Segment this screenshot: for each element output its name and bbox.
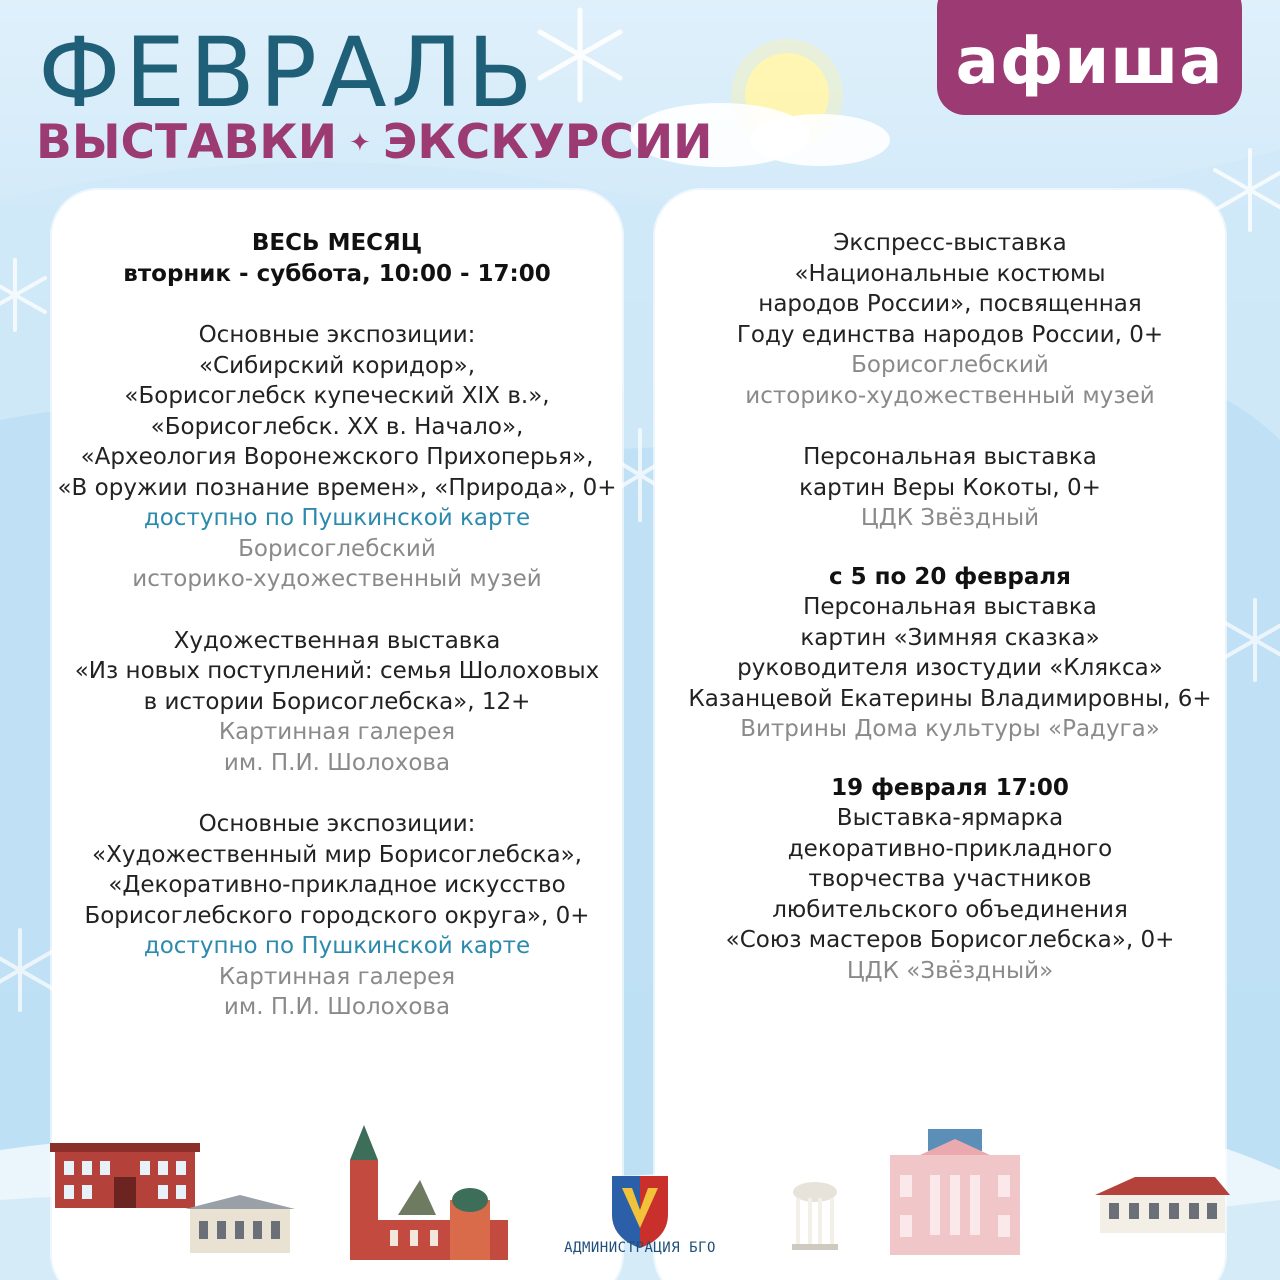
event-line: Основные экспозиции: — [198, 811, 476, 837]
event-venue: Картинная галерея — [218, 963, 456, 990]
event-venue: им. П.И. Шолохова — [223, 994, 451, 1020]
event-line: Основные экспозиции: — [198, 322, 476, 348]
event-venue: историко-художественный музей — [745, 382, 1155, 409]
afisha-badge — [937, 0, 1242, 115]
event-line: «В оружии познание времен», «Природа», 0+ — [57, 474, 617, 501]
event-venue: Борисоглебский — [851, 352, 1049, 378]
event-date: с 5 по 20 февраля — [829, 563, 1071, 590]
event-main-expositions — [27, 320, 647, 595]
pushkin-card-note: доступно по Пушкинской карте — [143, 505, 531, 531]
event-line: «Сибирский коридор», — [198, 352, 476, 379]
building-illustration — [50, 1135, 200, 1210]
event-line: «Союз мастеров Борисоглебска», 0+ — [725, 927, 1175, 953]
event-line: Экспресс-выставка — [833, 230, 1067, 256]
coat-of-arms-icon — [600, 1170, 680, 1250]
right-column — [640, 228, 1260, 986]
event-fair — [640, 773, 1260, 987]
event-kokota — [640, 442, 1260, 534]
afisha-badge-label: афиша — [955, 25, 1224, 99]
subtitle-exhibitions: ВЫСТАВКИ — [36, 115, 338, 170]
period-hours: вторник - суббота, 10:00 - 17:00 — [123, 260, 551, 287]
event-line: «Декоративно-прикладное искусство — [108, 872, 566, 898]
house-illustration — [1095, 1175, 1230, 1235]
event-line: любительского объединения — [772, 896, 1128, 923]
event-date: 19 февраля 17:00 — [831, 774, 1069, 801]
pushkin-card-note: доступно по Пушкинской карте — [143, 933, 531, 959]
event-line: Борисоглебского городского округа», 0+ — [84, 902, 590, 929]
event-line: декоративно-прикладного — [787, 835, 1113, 862]
event-venue: Картинная галерея — [218, 719, 456, 745]
administration-label: АДМИНИСТРАЦИЯ БГО — [564, 1240, 716, 1256]
page-title: ФЕВРАЛЬ — [38, 17, 537, 129]
event-line: «Художественный мир Борисоглебска», — [92, 841, 582, 868]
event-line: руководителя изостудии «Клякса» — [737, 655, 1163, 681]
sparkle-icon: ✦ — [349, 128, 371, 158]
event-line: Художественная выставка — [173, 627, 501, 654]
event-line: картин «Зимняя сказка» — [800, 624, 1100, 651]
subtitle-excursions: ЭКСКУРСИИ — [382, 115, 713, 170]
event-winter-tale — [640, 562, 1260, 745]
event-venue: им. П.И. Шолохова — [223, 749, 451, 776]
event-gallery-expositions — [27, 809, 647, 1023]
event-line: Выставка-ярмарка — [836, 805, 1064, 831]
event-line: Году единства народов России, 0+ — [736, 321, 1164, 348]
event-venue: историко-художественный музей — [132, 566, 542, 592]
rotunda-illustration — [790, 1180, 840, 1250]
event-venue: Борисоглебский — [238, 535, 436, 562]
event-venue: ЦДК Звёздный — [860, 505, 1040, 531]
snowflake-icon — [540, 10, 620, 100]
event-costumes — [640, 228, 1260, 411]
left-column — [27, 228, 647, 1023]
event-line: Казанцевой Екатерины Владимировны, 6+ — [688, 685, 1212, 712]
event-line: творчества участников — [808, 866, 1092, 892]
event-line: в истории Борисоглебска», 12+ — [143, 688, 531, 715]
event-line: «Борисоглебск купеческий XIX в.», — [124, 383, 550, 409]
event-venue: Витрины Дома культуры «Радуга» — [740, 716, 1160, 742]
event-line: «Археология Воронежского Прихоперья», — [80, 444, 594, 470]
event-art-exhibition — [27, 626, 647, 779]
period-title: ВЕСЬ МЕСЯЦ — [251, 230, 423, 256]
event-line: «Из новых поступлений: семья Шолоховых — [74, 658, 600, 684]
church-illustration — [340, 1120, 510, 1260]
event-line: «Борисоглебск. XX в. Начало», — [150, 413, 524, 440]
theatre-illustration — [890, 1125, 1020, 1255]
event-line: «Национальные костюмы — [794, 260, 1106, 287]
event-line: картин Веры Кокоты, 0+ — [799, 474, 1101, 501]
subtitle — [36, 114, 713, 172]
event-line: Персональная выставка — [803, 594, 1097, 620]
building-illustration — [185, 1195, 295, 1255]
event-line: народов России», посвященная — [758, 291, 1142, 317]
event-line: Персональная выставка — [803, 444, 1097, 470]
event-venue: ЦДК «Звёздный» — [846, 957, 1054, 984]
